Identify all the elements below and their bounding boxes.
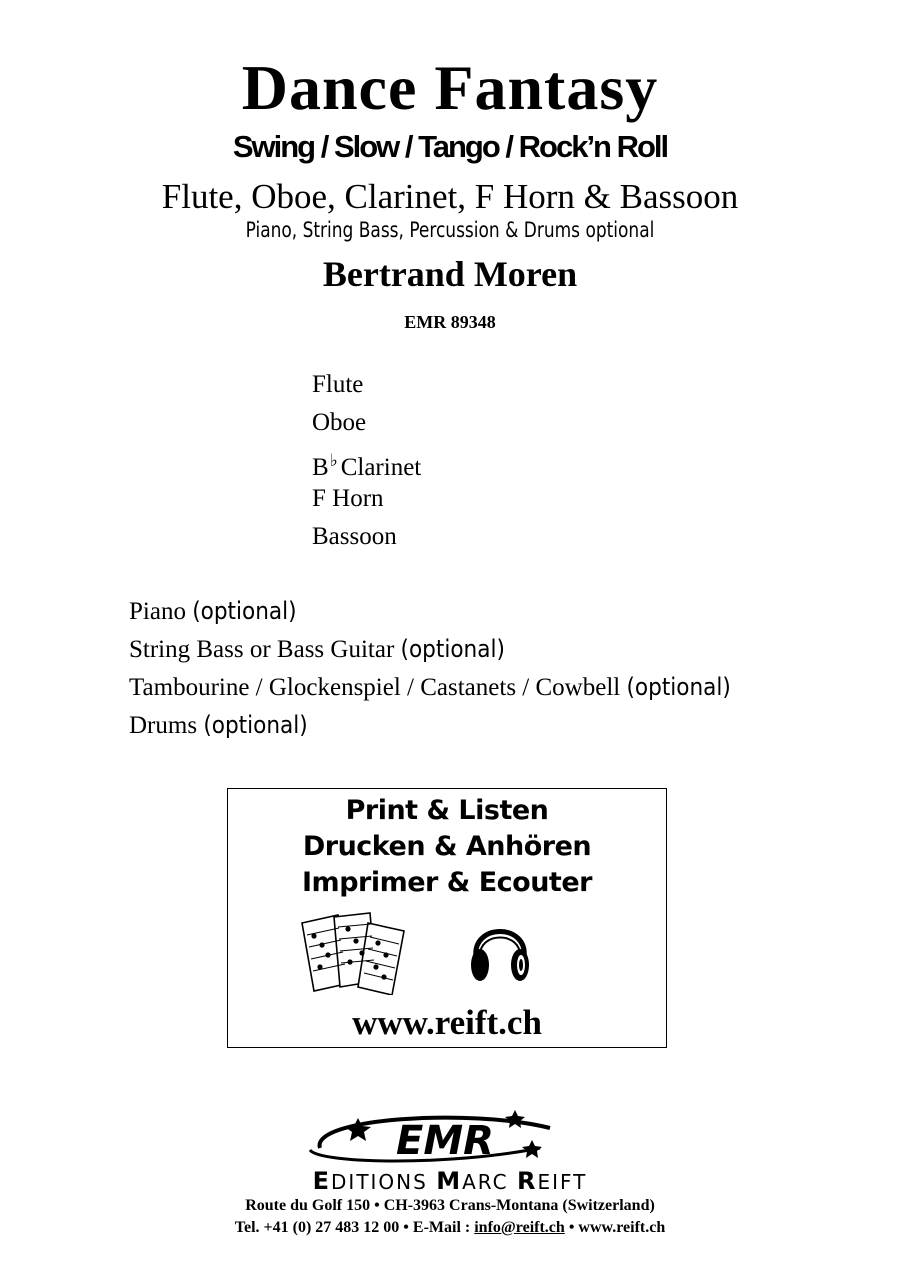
- listen-line-fr: Imprimer & Ecouter: [302, 867, 592, 898]
- optional-note: (optional): [626, 673, 731, 701]
- optional-part-name: Piano: [129, 598, 186, 625]
- emr-logo-text: EMR: [396, 1118, 494, 1164]
- part-bassoon: Bassoon: [312, 523, 397, 550]
- clarinet-label: Clarinet: [340, 454, 422, 481]
- web-link[interactable]: www.reift.ch: [578, 1219, 666, 1236]
- publisher-name: EDITIONS MARC REIFT: [312, 1167, 588, 1195]
- listen-line-de: Drucken & Anhören: [302, 831, 592, 862]
- optional-part-name: Tambourine / Glockenspiel / Castanets / Cowbell: [129, 674, 621, 701]
- optional-part-name: Drums: [129, 712, 198, 739]
- optional-part: [129, 706, 731, 744]
- sheet-music-icon: [298, 909, 410, 995]
- instrumentation: Flute, Oboe, Clarinet, F Horn & Bassoon: [161, 177, 739, 216]
- website-link[interactable]: www.reift.ch: [352, 1003, 542, 1042]
- parts-list: [312, 366, 421, 556]
- part-horn: F Horn: [312, 485, 384, 512]
- optional-part: [129, 668, 731, 706]
- subtitle: Swing / Slow / Tango / Rock’n Roll: [232, 129, 668, 164]
- optional-part: [129, 630, 731, 668]
- emr-logo-icon: [250, 1108, 650, 1168]
- optional-instrumentation: Piano, String Bass, Percussion & Drums optional: [245, 218, 655, 242]
- phone-label: Tel. +41 (0) 27 483 12 00 • E-Mail :: [234, 1219, 475, 1236]
- publisher-contact: [0, 1218, 900, 1238]
- headphones-icon: [468, 913, 532, 987]
- page-title: Dance Fantasy: [241, 52, 659, 123]
- listen-line-en: Print & Listen: [345, 795, 549, 826]
- optional-note: (optional): [192, 597, 297, 625]
- flat-symbol: ♭: [329, 451, 338, 471]
- part-oboe: Oboe: [312, 409, 367, 436]
- optional-parts-list: [129, 592, 731, 744]
- optional-part: [129, 592, 731, 630]
- print-listen-box: [227, 788, 667, 1048]
- clarinet-key: B: [312, 454, 329, 481]
- part-clarinet: [312, 442, 421, 480]
- publisher-address: Route du Golf 150 • CH-3963 Crans-Montana (Switzerland): [245, 1197, 655, 1214]
- composer-name: Bertrand Moren: [322, 254, 578, 294]
- optional-note: (optional): [203, 711, 308, 739]
- separator: •: [564, 1219, 579, 1236]
- optional-part-name: String Bass or Bass Guitar: [129, 636, 395, 663]
- part-flute: Flute: [312, 371, 364, 398]
- email-link[interactable]: info@reift.ch: [474, 1219, 565, 1236]
- catalog-number: EMR 89348: [404, 312, 496, 332]
- optional-note: (optional): [400, 635, 505, 663]
